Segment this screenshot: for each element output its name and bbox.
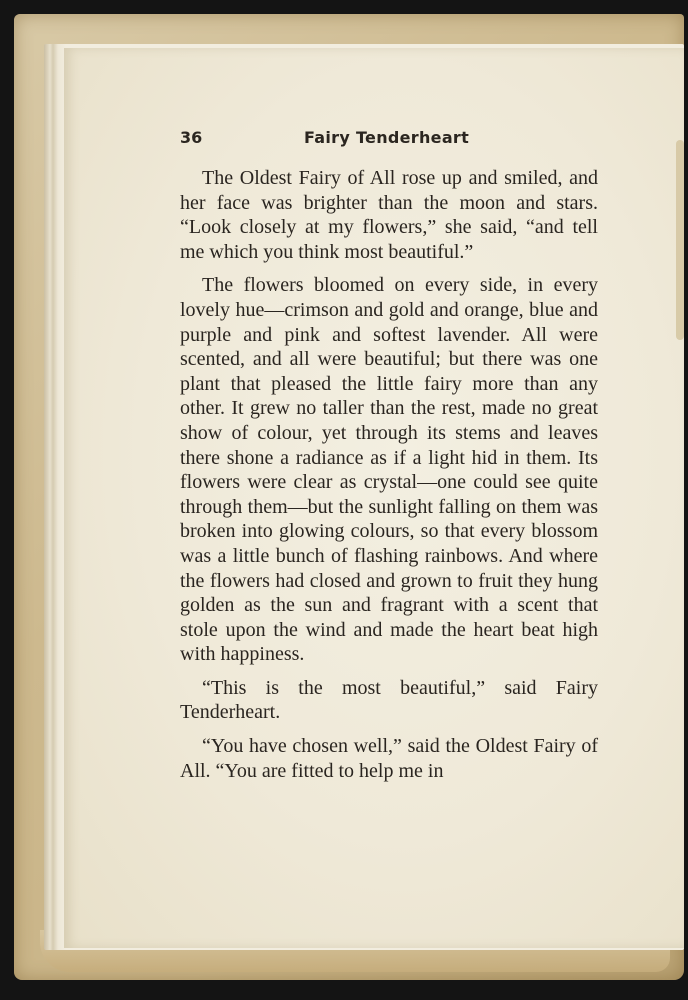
running-title: Fairy Tenderheart (304, 128, 470, 147)
body-text (180, 166, 598, 792)
page-header (180, 128, 600, 154)
paragraph: “You have chosen well,” said the Oldest Fairy of All. “You are fitted to help me in (180, 735, 598, 782)
paragraph: The Oldest Fairy of All rose up and smiled, and her face was brighter than the moon and stars. “Look closely at my flowers,” she said, “and tell me which you think most beautiful.” (180, 167, 598, 263)
binding-thread (676, 140, 684, 340)
paragraph: The flowers bloomed on every side, in every lovely hue—crimson and gold and orange, blue and purple and pink and softest lavender. All were scented, and all were beautiful; but there was one plant that pleased the little fairy more than any other. It grew no taller than the rest, made no great show of colour, yet through its stems and leaves there shone a radiance as if a light hid in them. Its flowers were clear as crystal—one could see quite through them—but the sunlight falling on them was broken into glowing colours, so that every blossom was a little bunch of flashing rainbows. And where the flowers had closed and grown to fruit they hung golden as the sun and fragrant with a scent that stole upon the wind and made the heart beat high with happiness. (180, 274, 598, 666)
page-number: 36 (180, 128, 203, 147)
paragraph: “This is the most beautiful,” said Fairy Tenderheart. (180, 676, 598, 724)
